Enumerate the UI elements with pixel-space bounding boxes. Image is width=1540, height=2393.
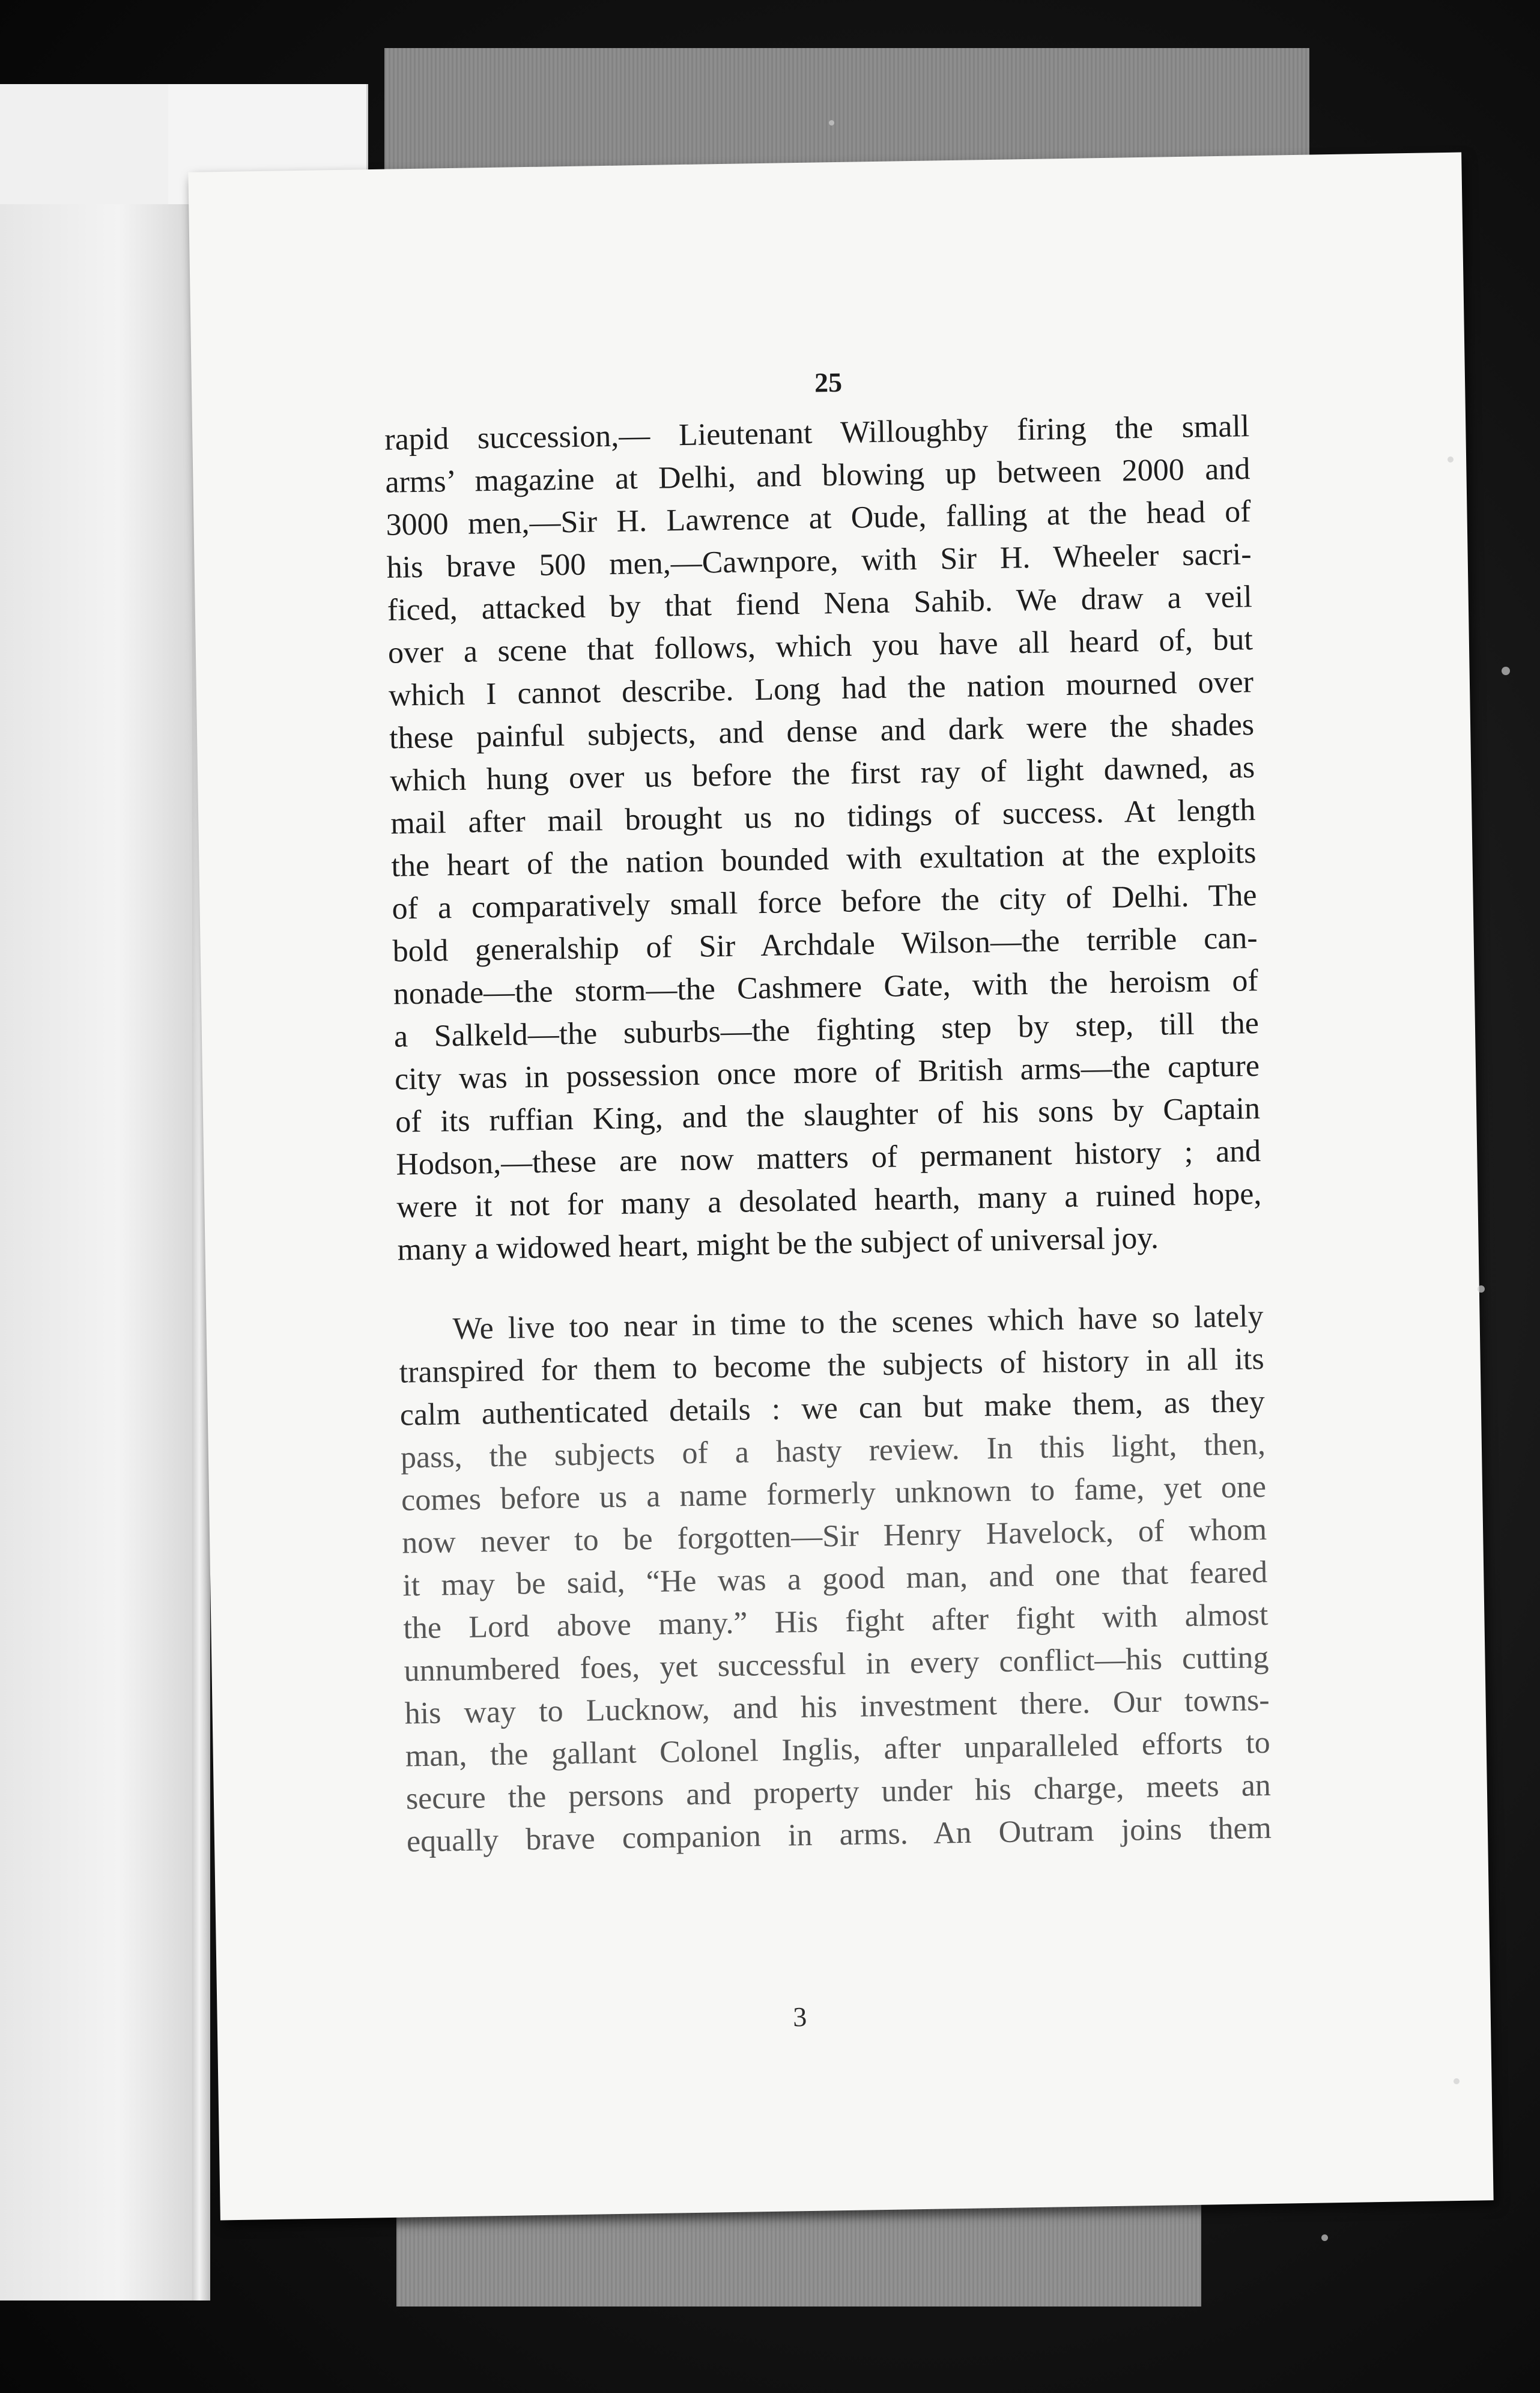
dust-speck <box>829 120 834 126</box>
body-text <box>384 405 1272 1863</box>
text-line: these painful subjects, and dense and dark were the shades <box>389 708 1255 756</box>
text-line: secure the persons and property under his charge, meets an <box>405 1768 1272 1816</box>
paragraph <box>384 405 1263 1271</box>
text-line: arms’ magazine at Delhi, and blowing up between 2000 and <box>385 452 1250 500</box>
text-line: which hung over us before the first ray of light dawned, as <box>389 750 1255 798</box>
text-line: transpired for them to become the subjects of history in all its <box>399 1341 1265 1390</box>
text-line: now never to be forgotten—Sir Henry Havelock, of whom <box>401 1512 1267 1560</box>
dust-speck <box>1321 2234 1328 2241</box>
book-page <box>188 153 1493 2221</box>
dust-speck <box>1454 2078 1460 2084</box>
dust-speck <box>1502 667 1510 675</box>
text-line: ficed, attacked by that fiend Nena Sahib. We draw a veil <box>387 580 1253 628</box>
text-line: calm authenticated details : we can but make them, as they <box>399 1384 1266 1433</box>
text-line: his way to Lucknow, and his investment there. Our towns- <box>404 1682 1270 1731</box>
text-line: of a comparatively small force before the city of Delhi. The <box>392 878 1257 926</box>
paragraph <box>398 1295 1272 1863</box>
text-line: mail after mail brought us no tidings of success. At length <box>390 793 1256 841</box>
text-line: which I cannot describe. Long had the nation mourned over <box>388 665 1254 713</box>
text-line: rapid succession,— Lieutenant Willoughby firing the small <box>384 409 1250 457</box>
text-line: equally brave companion in arms. An Outram joins them <box>406 1810 1272 1859</box>
text-line: the Lord above many.” His fight after fight with almost <box>403 1597 1269 1646</box>
text-line: were it not for many a desolated hearth, many a ruined hope, <box>396 1177 1262 1225</box>
text-line: city was in possession once more of British arms—the capture <box>394 1049 1260 1097</box>
text-line: many a widowed heart, might be the subject of universal joy. <box>397 1221 1159 1267</box>
facing-page-tab <box>0 84 174 204</box>
text-line: a Salkeld—the suburbs—the fighting step by step, till the <box>393 1006 1260 1054</box>
text-line: over a scene that follows, which you have all heard of, but <box>387 622 1254 670</box>
text-line: the heart of the nation bounded with exultation at the exploits <box>391 836 1257 884</box>
text-line: 3000 men,—Sir H. Lawrence at Oude, falling at the head of <box>386 494 1251 542</box>
page-number: 25 <box>814 366 843 398</box>
dust-speck <box>1448 456 1454 463</box>
text-line: bold generalship of Sir Archdale Wilson—the terrible can- <box>392 921 1258 969</box>
text-line: his brave 500 men,—Cawnpore, with Sir H. Wheeler sacri- <box>386 537 1252 585</box>
text-line: We live too near in time to the scenes which have so lately <box>452 1299 1264 1347</box>
facing-page-left <box>0 90 198 2300</box>
text-line: of its ruffian King, and the slaughter of his sons by Captain <box>395 1091 1261 1139</box>
signature-mark: 3 <box>792 2001 807 2033</box>
text-line: unnumbered foes, yet successful in every conflict—his cutting <box>404 1640 1269 1688</box>
dust-speck <box>1478 1285 1485 1293</box>
text-line: Hodson,—these are now matters of permanent history ; and <box>395 1134 1261 1182</box>
text-line: nonade—the storm—the Cashmere Gate, with the heroism of <box>393 963 1259 1011</box>
text-line: it may be said, “He was a good man, and one that feared <box>402 1554 1268 1603</box>
text-line: pass, the subjects of a hasty review. In this light, then, <box>400 1427 1266 1475</box>
text-line: comes before us a name formerly unknown to fame, yet one <box>401 1469 1267 1518</box>
text-line: man, the gallant Colonel Inglis, after unparalleled efforts to <box>405 1725 1271 1774</box>
